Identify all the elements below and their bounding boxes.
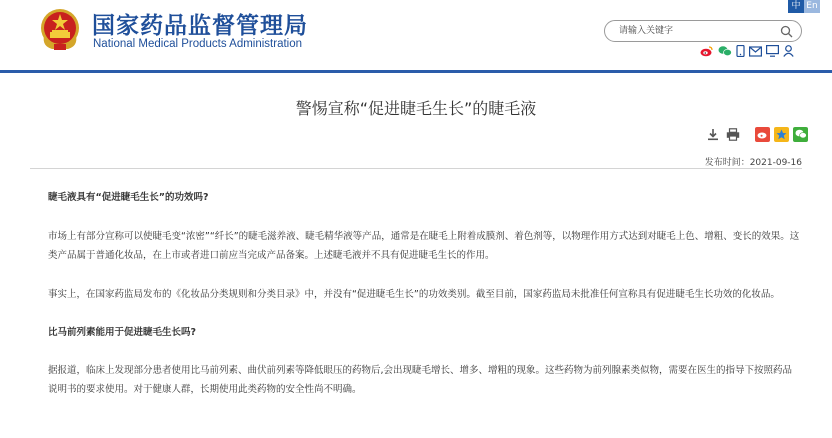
paragraph-3: 据报道，临床上发现部分患者使用比马前列素、曲伏前列素等降低眼压的药物后,会出现睫毛增长、增多、增粗的现象。这些药物为前列腺素类似物，需要在医生的指导下按照药品说明书的要求使用。对于健康人群，长期使用此类药物的安全性尚不明确。 (48, 365, 793, 395)
lang-zh-button[interactable]: 中 (788, 0, 804, 13)
share-wechat-icon[interactable] (793, 127, 808, 142)
weibo-icon[interactable] (700, 45, 714, 57)
lang-en-button[interactable]: En (804, 0, 820, 13)
mobile-icon[interactable] (736, 45, 745, 57)
download-icon[interactable] (705, 126, 721, 142)
social-links (700, 45, 794, 57)
search-icon[interactable] (780, 25, 793, 38)
language-switch (788, 0, 820, 13)
site-header (0, 0, 832, 70)
header-divider-bar (0, 70, 832, 73)
share-qzone-icon[interactable] (774, 127, 789, 142)
share-weibo-icon[interactable] (755, 127, 770, 142)
article-tools (705, 126, 808, 142)
title-divider (30, 168, 802, 169)
site-title: 国家药品监督管理局 (92, 13, 308, 39)
wechat-icon[interactable] (718, 45, 732, 57)
section-heading-2: 比马前列素能用于促进睫毛生长吗? (48, 327, 197, 338)
paragraph-2: 事实上，在国家药监局发布的《化妆品分类规则和分类目录》中，并没有“促进睫毛生长”的功效类别。截至目前，国家药监局未批准任何宣称具有促进睫毛生长功效的化妆品。 (48, 289, 780, 300)
search-input[interactable] (619, 24, 769, 38)
monitor-icon[interactable] (766, 45, 779, 57)
section-heading-1: 睫毛液具有“促进睫毛生长”的功效吗? (48, 192, 209, 203)
print-icon[interactable] (725, 126, 741, 142)
paragraph-1: 市场上有部分宣称可以使睫毛变“浓密”“纤长”的睫毛滋养液、睫毛精华液等产品，通常是在睫毛上附着成膜剂、着色剂等，以物理作用方式达到对睫毛上色、增粗、变长的效果。这类产品属于普通化妆品，在上市或者进口前应当完成产品备案。上述睫毛液并不具有促进睫毛生长的作用。 (48, 231, 800, 261)
article-body (48, 188, 800, 399)
mail-icon[interactable] (749, 46, 762, 57)
publish-date: 发布时间：2021-09-16 (704, 158, 802, 168)
site-subtitle: National Medical Products Administration (93, 38, 303, 50)
user-icon[interactable] (783, 45, 794, 57)
search-box (604, 20, 802, 42)
article-title: 警惕宣称“促进睫毛生长”的睫毛液 (295, 99, 537, 118)
national-emblem-icon[interactable] (38, 6, 82, 52)
